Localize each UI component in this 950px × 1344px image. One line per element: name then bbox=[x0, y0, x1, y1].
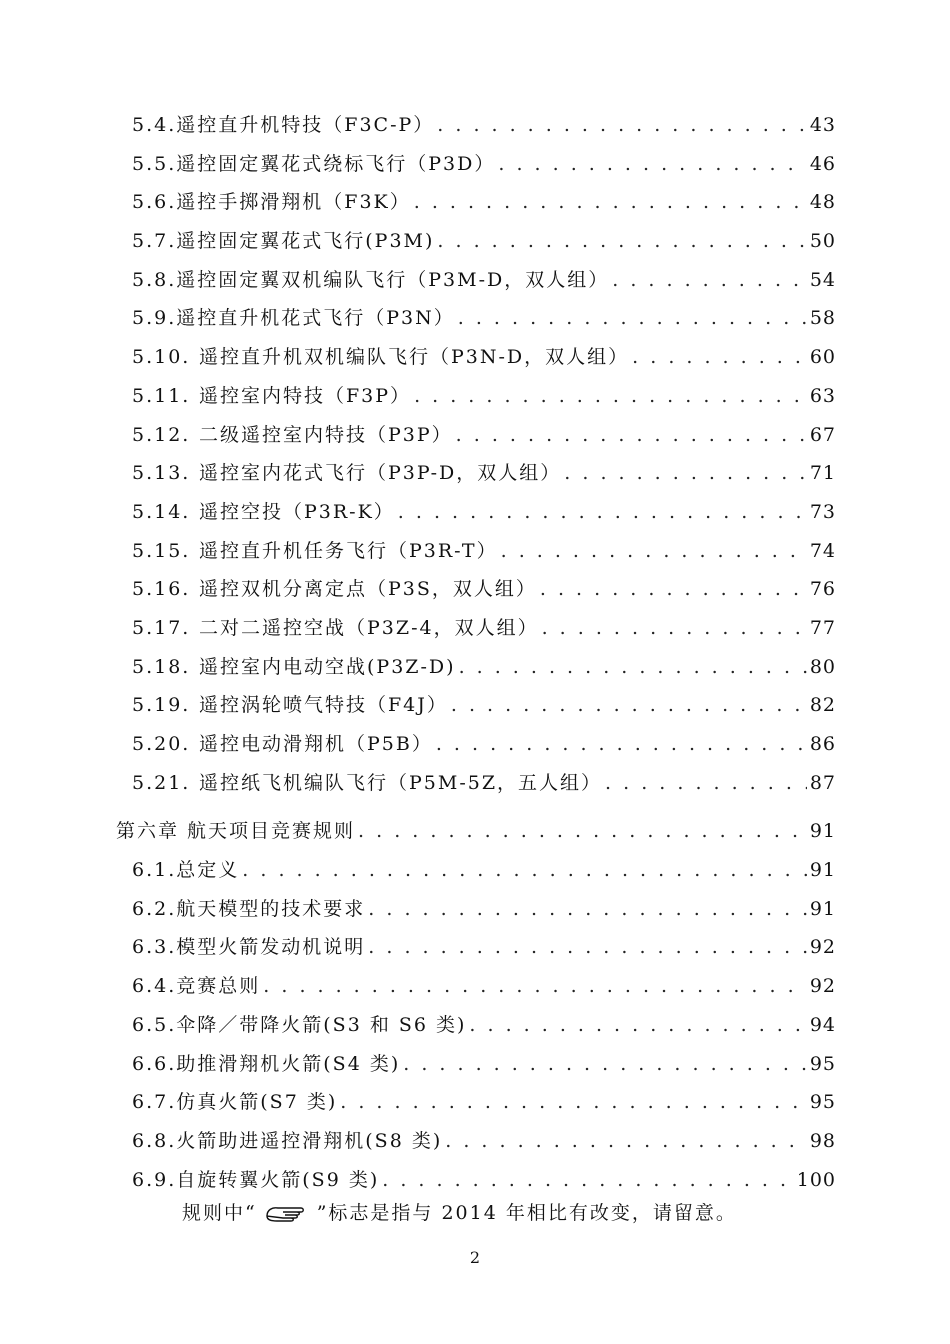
toc-entry[interactable] bbox=[132, 377, 836, 416]
toc-entry[interactable] bbox=[132, 416, 836, 455]
leader-dots bbox=[414, 377, 807, 416]
toc-entry[interactable] bbox=[132, 338, 836, 377]
toc-entry[interactable] bbox=[132, 493, 836, 532]
leader-dots bbox=[398, 493, 807, 532]
entry-number: 5.7. bbox=[132, 230, 177, 253]
leader-dots bbox=[368, 890, 807, 929]
entry-number: 5.6. bbox=[132, 191, 177, 214]
leader-dots bbox=[403, 1045, 807, 1084]
toc-entry[interactable] bbox=[132, 725, 836, 764]
leader-dots bbox=[414, 183, 807, 222]
entry-title: 遥控直升机任务飞行（P3R-T） bbox=[199, 539, 498, 562]
page-ref: 77 bbox=[809, 616, 836, 639]
toc-entry[interactable] bbox=[132, 570, 836, 609]
entry-title: 航天模型的技术要求 bbox=[176, 897, 366, 920]
entry-number: 5.9. bbox=[132, 307, 177, 330]
page-ref: 71 bbox=[809, 462, 836, 485]
toc-entry[interactable] bbox=[132, 1083, 836, 1122]
pointing-hand-icon bbox=[263, 1200, 311, 1224]
entry-number: 5.11. bbox=[132, 384, 191, 407]
entry-title: 伞降／带降火箭(S3 和 S6 类) bbox=[176, 1013, 467, 1036]
entry-title: 遥控空投（P3R-K） bbox=[199, 500, 395, 523]
entry-title: 模型火箭发动机说明 bbox=[176, 936, 366, 959]
page-ref: 76 bbox=[809, 578, 836, 601]
entry-title: 遥控直升机特技（F3C-P） bbox=[176, 114, 435, 136]
page-ref: 46 bbox=[809, 152, 836, 175]
entry-title: 遥控室内电动空战(P3Z-D) bbox=[199, 655, 456, 678]
entry-title: 遥控纸飞机编队飞行（P5M-5Z，五人组） bbox=[199, 771, 603, 794]
toc-entry[interactable] bbox=[132, 261, 836, 300]
page-ref: 91 bbox=[809, 897, 836, 920]
page-ref: 100 bbox=[796, 1168, 836, 1191]
leader-dots bbox=[340, 1083, 807, 1122]
entry-title: 助推滑翔机火箭(S4 类) bbox=[176, 1052, 401, 1075]
toc-chapter-6[interactable] bbox=[116, 812, 836, 851]
leader-dots bbox=[458, 299, 807, 338]
leader-dots bbox=[382, 1161, 793, 1200]
entry-title: 遥控电动滑翔机（P5B） bbox=[199, 733, 433, 755]
page-ref: 82 bbox=[809, 694, 836, 717]
toc-entry[interactable] bbox=[132, 764, 836, 803]
page-ref: 48 bbox=[809, 191, 836, 214]
toc-entry[interactable] bbox=[132, 1122, 836, 1161]
entry-number: 5.15. bbox=[132, 539, 191, 562]
entry-number: 6.1. bbox=[132, 859, 177, 882]
toc-entry[interactable] bbox=[132, 183, 836, 222]
leader-dots bbox=[368, 928, 807, 967]
page-ref: 95 bbox=[809, 1091, 836, 1114]
leader-dots bbox=[605, 764, 807, 803]
section-6-entries bbox=[0, 851, 950, 1199]
entry-title: 总定义 bbox=[176, 859, 240, 882]
entry-title: 二级遥控室内特技（P3P） bbox=[199, 423, 453, 446]
leader-dots bbox=[437, 106, 807, 145]
entry-title: 自旋转翼火箭(S9 类) bbox=[176, 1168, 380, 1191]
leader-dots bbox=[437, 222, 806, 261]
entry-number: 6.2. bbox=[132, 897, 177, 920]
note-text-after: ”标志是指与 2014 年相比有改变，请留意。 bbox=[316, 1202, 737, 1224]
page-ref: 80 bbox=[809, 655, 836, 678]
page-ref: 91 bbox=[809, 859, 836, 882]
toc-entry[interactable] bbox=[132, 1045, 836, 1084]
page-ref: 50 bbox=[809, 230, 836, 253]
leader-dots bbox=[459, 648, 807, 687]
page-ref: 43 bbox=[809, 114, 836, 136]
leader-dots bbox=[451, 686, 807, 725]
leader-dots bbox=[542, 609, 807, 648]
page-number: 2 bbox=[469, 1248, 481, 1267]
leader-dots bbox=[263, 967, 807, 1006]
page-ref: 67 bbox=[809, 423, 836, 446]
leader-dots bbox=[456, 416, 807, 455]
entry-number: 6.3. bbox=[132, 936, 177, 959]
entry-title: 遥控涡轮喷气特技（F4J） bbox=[199, 694, 448, 717]
entry-number: 5.21. bbox=[132, 771, 191, 794]
entry-number: 6.4. bbox=[132, 975, 177, 998]
page-ref: 63 bbox=[809, 384, 836, 407]
leader-dots bbox=[498, 145, 806, 184]
toc-entry[interactable] bbox=[132, 686, 836, 725]
entry-title: 遥控直升机双机编队飞行（P3N-D，双人组） bbox=[199, 346, 630, 369]
entry-title: 遥控手掷滑翔机（F3K） bbox=[176, 191, 411, 214]
note-text-before: 规则中“ bbox=[182, 1202, 257, 1224]
toc-entry[interactable] bbox=[132, 222, 836, 261]
page-ref: 58 bbox=[809, 307, 836, 330]
toc-entry[interactable] bbox=[132, 532, 836, 571]
entry-title: 遥控双机分离定点（P3S，双人组） bbox=[199, 578, 537, 601]
page-ref: 60 bbox=[809, 346, 836, 369]
entry-number: 5.14. bbox=[132, 500, 191, 523]
entry-title: 仿真火箭(S7 类) bbox=[176, 1091, 338, 1114]
section-5-entries bbox=[0, 106, 950, 802]
entry-number: 6.9. bbox=[132, 1168, 177, 1191]
page-ref: 98 bbox=[809, 1129, 836, 1152]
leader-dots bbox=[632, 338, 807, 377]
page-ref: 92 bbox=[809, 975, 836, 998]
entry-number: 5.13. bbox=[132, 462, 191, 485]
entry-title: 竞赛总则 bbox=[176, 975, 261, 998]
toc-entry[interactable] bbox=[132, 648, 836, 687]
toc-entry[interactable] bbox=[132, 851, 836, 890]
leader-dots bbox=[564, 454, 807, 493]
entry-number: 6.7. bbox=[132, 1091, 177, 1114]
entry-title: 遥控室内特技（F3P） bbox=[199, 384, 412, 407]
entry-number: 5.16. bbox=[132, 578, 191, 601]
page-ref: 91 bbox=[809, 820, 836, 843]
entry-number: 5.8. bbox=[132, 268, 177, 291]
toc-entry[interactable] bbox=[132, 890, 836, 929]
toc-entry[interactable] bbox=[132, 1161, 836, 1200]
leader-dots bbox=[242, 851, 807, 890]
entry-title: 遥控固定翼双机编队飞行（P3M-D，双人组） bbox=[176, 268, 610, 291]
toc-entry[interactable] bbox=[132, 609, 836, 648]
entry-number: 6.6. bbox=[132, 1052, 177, 1075]
toc-entry[interactable] bbox=[132, 106, 836, 145]
page-ref: 87 bbox=[809, 771, 836, 794]
page-ref: 54 bbox=[809, 268, 836, 291]
entry-number: 5.12. bbox=[132, 423, 191, 446]
leader-dots bbox=[358, 812, 807, 851]
page-ref: 95 bbox=[809, 1052, 836, 1075]
entry-title: 火箭助进遥控滑翔机(S8 类) bbox=[176, 1129, 443, 1152]
toc-entry[interactable] bbox=[132, 1006, 836, 1045]
page-ref: 92 bbox=[809, 936, 836, 959]
page-ref: 94 bbox=[809, 1013, 836, 1036]
entry-title: 二对二遥控空战（P3Z-4，双人组） bbox=[199, 616, 539, 639]
page-ref: 73 bbox=[809, 500, 836, 523]
entry-title: 遥控固定翼花式飞行(P3M) bbox=[176, 230, 435, 253]
entry-number: 5.19. bbox=[132, 694, 191, 717]
toc-entry[interactable] bbox=[132, 967, 836, 1006]
toc-entry[interactable] bbox=[132, 454, 836, 493]
entry-number: 5.20. bbox=[132, 733, 191, 755]
change-note bbox=[182, 1198, 737, 1225]
leader-dots bbox=[612, 261, 807, 300]
entry-number: 5.10. bbox=[132, 346, 191, 369]
entry-number: 5.5. bbox=[132, 152, 177, 175]
entry-number: 5.17. bbox=[132, 616, 191, 639]
chapter-title: 第六章 航天项目竞赛规则 bbox=[116, 820, 356, 843]
entry-title: 遥控直升机花式飞行（P3N） bbox=[176, 307, 455, 330]
toc-entry[interactable] bbox=[132, 145, 836, 184]
leader-dots bbox=[540, 570, 807, 609]
leader-dots bbox=[501, 532, 807, 571]
page-ref: 86 bbox=[809, 733, 836, 755]
leader-dots bbox=[445, 1122, 807, 1161]
entry-number: 6.5. bbox=[132, 1013, 177, 1036]
entry-number: 5.18. bbox=[132, 655, 191, 678]
page-ref: 74 bbox=[809, 539, 836, 562]
entry-title: 遥控室内花式飞行（P3P-D，双人组） bbox=[199, 462, 562, 485]
toc-entry[interactable] bbox=[132, 299, 836, 338]
toc-entry[interactable] bbox=[132, 928, 836, 967]
entry-number: 6.8. bbox=[132, 1129, 177, 1152]
leader-dots bbox=[469, 1006, 806, 1045]
entry-title: 遥控固定翼花式绕标飞行（P3D） bbox=[176, 152, 496, 175]
leader-dots bbox=[436, 725, 807, 764]
table-of-contents bbox=[0, 106, 950, 1199]
entry-number: 5.4. bbox=[132, 114, 177, 136]
